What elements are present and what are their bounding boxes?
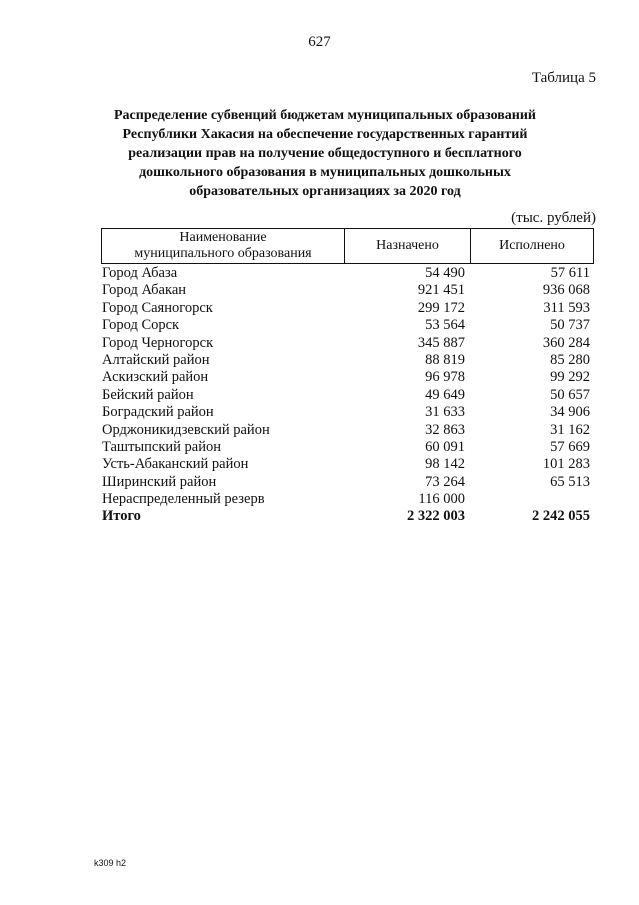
title-line: реализации прав на получение общедоступного и бесплатного bbox=[128, 146, 522, 161]
total-name: Итого bbox=[102, 508, 141, 525]
table-header bbox=[101, 228, 594, 264]
row-executed: 65 513 bbox=[550, 473, 590, 490]
footer-code: k309 h2 bbox=[94, 858, 127, 868]
row-assigned: 53 564 bbox=[425, 317, 465, 334]
table-row bbox=[101, 352, 594, 369]
table-row bbox=[101, 456, 594, 473]
row-executed bbox=[469, 491, 594, 508]
row-executed: 360 284 bbox=[542, 334, 590, 351]
row-assigned: 116 000 bbox=[418, 491, 465, 508]
table-label: Таблица 5 bbox=[531, 70, 596, 86]
title-line: Республики Хакасия на обеспечение государственных гарантий bbox=[122, 127, 528, 142]
row-assigned: 49 649 bbox=[425, 386, 465, 403]
row-name: Алтайский район bbox=[102, 351, 210, 368]
row-executed: 57 611 bbox=[550, 265, 590, 281]
table-row bbox=[101, 265, 594, 282]
header-name-line1: Наименование bbox=[179, 230, 267, 245]
table-row bbox=[101, 474, 594, 491]
table-row bbox=[101, 369, 594, 386]
row-executed: 34 906 bbox=[550, 404, 590, 421]
row-name: Ширинский район bbox=[102, 473, 217, 490]
row-name: Нераспределенный резерв bbox=[102, 491, 265, 508]
row-executed: 99 292 bbox=[550, 369, 590, 386]
row-assigned: 60 091 bbox=[425, 438, 465, 455]
row-executed: 50 657 bbox=[550, 386, 590, 403]
row-assigned: 54 490 bbox=[425, 265, 465, 281]
title-line: Распределение субвенций бюджетам муниципальных образований bbox=[114, 108, 536, 123]
table-row bbox=[101, 387, 594, 404]
table-row bbox=[101, 282, 594, 299]
row-name: Город Саяногорск bbox=[102, 299, 213, 316]
title-line: образовательных организациях за 2020 год bbox=[189, 184, 461, 199]
row-name: Боградский район bbox=[102, 404, 214, 421]
table-body bbox=[101, 265, 594, 526]
row-assigned: 96 978 bbox=[425, 369, 465, 386]
row-assigned: 31 633 bbox=[425, 404, 465, 421]
row-assigned: 921 451 bbox=[417, 282, 465, 299]
header-name-cell bbox=[102, 229, 345, 263]
row-executed: 31 162 bbox=[550, 421, 590, 438]
table-row bbox=[101, 317, 594, 334]
row-name: Город Абакан bbox=[102, 282, 187, 299]
table-row bbox=[101, 491, 594, 508]
total-assigned: 2 322 003 bbox=[407, 508, 465, 525]
row-name: Таштыпский район bbox=[102, 438, 222, 455]
row-executed: 311 593 bbox=[543, 299, 590, 316]
row-executed: 101 283 bbox=[542, 456, 590, 473]
document-title bbox=[95, 106, 555, 201]
row-executed: 57 669 bbox=[550, 438, 590, 455]
table-row bbox=[101, 422, 594, 439]
row-name: Город Сорск bbox=[102, 317, 180, 334]
header-name-line2: муниципального образования bbox=[134, 246, 312, 261]
table-row bbox=[101, 439, 594, 456]
row-executed: 85 280 bbox=[550, 351, 590, 368]
header-assigned-cell: Назначено bbox=[345, 229, 471, 263]
row-assigned: 88 819 bbox=[425, 351, 465, 368]
row-assigned: 32 863 bbox=[425, 421, 465, 438]
row-assigned: 73 264 bbox=[425, 473, 465, 490]
row-name: Бейский район bbox=[102, 386, 194, 403]
units-label: (тыс. рублей) bbox=[511, 210, 596, 226]
row-assigned: 345 887 bbox=[417, 334, 465, 351]
page-number: 627 bbox=[308, 34, 331, 50]
row-name: Город Абаза bbox=[102, 265, 178, 281]
header-executed-cell: Исполнено bbox=[499, 238, 565, 253]
table-row bbox=[101, 404, 594, 421]
row-name: Город Черногорск bbox=[102, 334, 214, 351]
title-line: дошкольного образования в муниципальных дошкольных bbox=[139, 165, 511, 180]
row-executed: 936 068 bbox=[542, 282, 590, 299]
table-row bbox=[101, 335, 594, 352]
row-executed: 50 737 bbox=[550, 317, 590, 334]
row-name: Аскизский район bbox=[102, 369, 209, 386]
table-total-row bbox=[101, 508, 594, 525]
row-assigned: 299 172 bbox=[417, 299, 465, 316]
row-name: Орджоникидзевский район bbox=[102, 421, 270, 438]
total-executed: 2 242 055 bbox=[532, 508, 590, 525]
table-row bbox=[101, 300, 594, 317]
row-assigned: 98 142 bbox=[425, 456, 465, 473]
row-name: Усть-Абаканский район bbox=[102, 456, 249, 473]
